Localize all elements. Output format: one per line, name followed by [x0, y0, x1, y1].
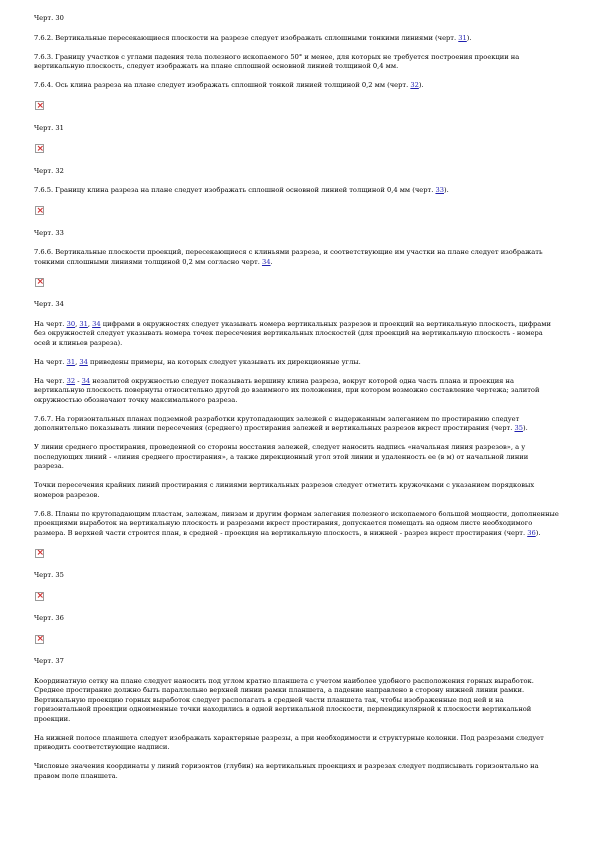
paragraph-7-6-8: 7.6.8. Планы по крутопадающим пластам, залежам, линзам и другим формам залегания полезного ископаемого большой мощности, дополненные проекциями выработок на вертикальную плоскость и разрезами вкрест простирания, допускается помещать на одном листе необходимого размера. В верхней части строится план, в средней - проекция на вертикальную плоскость, в нижней - разрез вкрест простирания (черт. 36). [34, 509, 559, 537]
paragraph-horizon-values: Числовые значения координаты у линий горизонтов (глубин) на вертикальных проекциях и разрезах следует подписывать горизонтально на правом поле планшета. [34, 762, 539, 780]
figure-caption-35: Черт. 35 [34, 571, 64, 579]
paragraph-7-6-5: 7.6.5. Границу клина разреза на плане следует изображать сплошной основной линией толщиной 0,4 мм (черт. 33). [34, 186, 449, 194]
broken-image-icon [35, 278, 44, 287]
broken-image-icon [35, 206, 44, 215]
figure-link-34[interactable]: 34 [92, 319, 101, 328]
paragraph-intersection-points: Точки пересечения крайних линий простирания с линиями вертикальных разрезов следует отметить кружочками с указанием порядковых номеров разрезов. [34, 481, 535, 499]
figure-link-30[interactable]: 30 [66, 319, 76, 328]
figure-caption-33: Черт. 33 [34, 228, 64, 237]
paragraph-direction-angles: На черт. 31, 34 приведены примеры, на которых следует указывать их дирекционные углы. [34, 357, 361, 366]
broken-image-icon [35, 101, 44, 110]
figure-link-33[interactable]: 33 [435, 186, 444, 194]
paragraph-circle-numbers: На черт. 30, 31, 34 цифрами в окружностях следует указывать номера вертикальных разрезов и проекций на вертикальную плоскость, цифрами без окружностей следует указывать номера точек пересечения вертикальных плоскостей (для проекций на вертикальную плоскость - номера осей и клиньев разреза). [34, 319, 551, 347]
paragraph-bottom-strip: На нижней полосе планшета следует изображать характерные разрезы, а при необходимости и структурные колонки. Под разрезами следует приводить соответствующие надписи. [34, 733, 544, 751]
paragraph-7-6-2: 7.6.2. Вертикальные пересекающиеся плоскости на разрезе следует изображать сплошными тонкими линиями (черт. 31). [34, 33, 472, 42]
broken-image-icon [35, 144, 44, 153]
figure-link-34[interactable]: 34 [79, 357, 88, 366]
figure-caption-37: Черт. 37 [34, 657, 64, 665]
paragraph-7-6-7: 7.6.7. На горизонтальных планах подземной разработки крутопадающих залежей с выдержанным залеганием по простиранию следует дополнительно показывать линии пересечения (среднего) простирания залежей и вертикальных разрезов вкрест простирания (черт. 35). [34, 414, 528, 432]
paragraph-wedge-vertex: На черт. 32 - 34 незалитой окружностью следует показывать вершину клина разреза, вокруг которой одна часть плана и проекция на вертикальную плоскость повернуты относительно другой до взаимного их положения, при котором возможно составление чертежа; залитой окружностью обозначают точку максимального разреза. [34, 376, 540, 404]
figure-caption-32: Черт. 32 [34, 166, 64, 175]
figure-caption-36: Черт. 36 [34, 614, 64, 622]
figure-link-31[interactable]: 31 [79, 319, 88, 328]
figure-link-35[interactable]: 35 [514, 424, 523, 432]
figure-caption-31: Черт. 31 [34, 123, 64, 132]
broken-image-icon [35, 549, 44, 558]
broken-image-icon [35, 635, 44, 644]
figure-link-36[interactable]: 36 [527, 528, 536, 537]
figure-link-34[interactable]: 34 [81, 376, 91, 385]
figure-link-31[interactable]: 31 [66, 357, 76, 366]
paragraph-coordinate-grid: Координатную сетку на плане следует наносить под углом кратно планшета с учетом наиболее удобного расположения горных выработок. Среднее простирание должно быть параллельно верхней линии рамки планшета, а падение направлено в сторону нижней линии рамки. Вертикальную проекцию горных выработок следует располагать в средней части планшета так, чтобы изображенные под ней и на горизонтальной проекции одноименные точки находились в одной вертикальной плоскости, перпендикулярной к плоскости вертикальной проекции. [34, 676, 534, 723]
figure-caption-30: Черт. 30 [34, 14, 64, 22]
paragraph-7-6-6: 7.6.6. Вертикальные плоскости проекций, пересекающиеся с клиньями разреза, и соответствующие им участки на плане следует изображать тонкими сплошными линиями толщиной 0,2 мм согласно черт. 34. [34, 248, 543, 266]
figure-link-32[interactable]: 32 [66, 376, 76, 385]
figure-link-31[interactable]: 31 [458, 33, 467, 42]
broken-image-icon [35, 592, 44, 601]
paragraph-7-6-3: 7.6.3. Границу участков с углами падения тела полезного ископаемого 50° и менее, для которых не требуется построения проекции на вертикальную плоскость, следует изображать на плане сплошной основной линией толщиной 0,4 мм. [34, 52, 520, 70]
figure-link-32[interactable]: 32 [410, 81, 419, 89]
figure-caption-34: Черт. 34 [34, 300, 64, 308]
paragraph-strike-line: У линии среднего простирания, проведенной со стороны восстания залежей, следует наносить надпись «начальная линия разрезов», а у последующих линий - «линия среднего простирания», а также дирекционный угол этой линии и удаленность ее (в м) от начальной линии разреза. [34, 443, 529, 470]
paragraph-7-6-4: 7.6.4. Ось клина разреза на плане следует изображать сплошной тонкой линией толщиной 0,2 мм (черт. 32). [34, 81, 424, 89]
figure-link-34[interactable]: 34 [261, 257, 271, 266]
